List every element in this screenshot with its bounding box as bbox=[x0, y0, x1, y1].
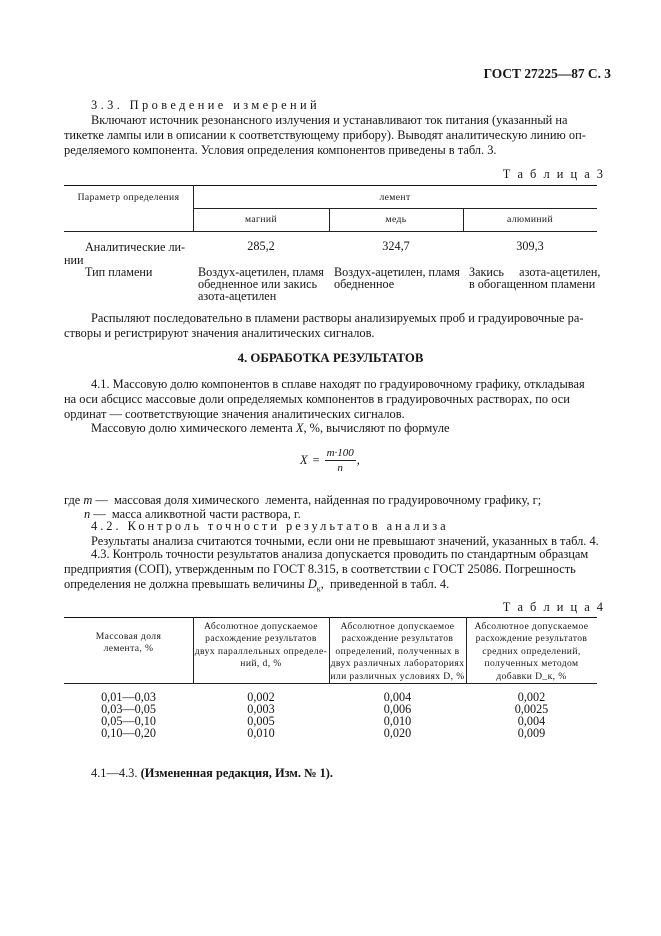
paragraph-line: предприятия (СОП), утвержденным по ГОСТ 8.315, в соответствии с ГОСТ 25086. Погрешность bbox=[64, 562, 576, 576]
table-cell: 0,003 bbox=[247, 702, 275, 716]
table-3-row-label: Аналитические ли- bbox=[85, 240, 186, 254]
text-segment: где bbox=[64, 493, 84, 507]
table-cell: 0,05—0,10 bbox=[101, 714, 156, 728]
table-3-cell: Воздух-ацетилен, пламя bbox=[198, 265, 324, 279]
table-3-element-header: лемент bbox=[379, 192, 411, 203]
table-3-cell: 309,3 bbox=[516, 239, 544, 253]
section-3-3-title: 3.3. Проведение измерений bbox=[91, 98, 321, 112]
text-segment: , %, вычисляют по формуле bbox=[303, 421, 450, 435]
table-3-cell: Закись азота-ацетилен, bbox=[469, 265, 601, 279]
table-3-cell: азота-ацетилен bbox=[198, 289, 277, 303]
header-line: полученных методом bbox=[484, 658, 579, 670]
table-4-col2-header bbox=[193, 621, 329, 671]
paragraph-line bbox=[64, 577, 449, 597]
section-4-2-title: 4.2. Контроль точности результатов анализа bbox=[91, 519, 449, 533]
table-cell: 0,03—0,05 bbox=[101, 702, 156, 716]
paragraph-line: Распыляют последовательно в пламени растворы анализируемых проб и градуировочные ра- bbox=[91, 311, 584, 325]
table-cell: 0,004 bbox=[383, 690, 412, 704]
variable-n: n bbox=[84, 507, 91, 521]
header-line: определений, полученных в bbox=[335, 645, 460, 657]
paragraph-line: створы и регистрируют значения аналитических сигналов. bbox=[64, 326, 375, 340]
table-3-cell: в обогащенном пламени bbox=[469, 277, 596, 291]
formula bbox=[300, 447, 360, 474]
formula-equals: = bbox=[312, 452, 320, 467]
formula-lhs: X bbox=[300, 452, 308, 467]
table-cell: 0,006 bbox=[383, 702, 412, 716]
header-line: расхождение результатов bbox=[475, 633, 588, 645]
header-line: средних определений, bbox=[482, 645, 581, 657]
formula-intro bbox=[91, 421, 450, 436]
text-segment: 4.1—4.3. bbox=[91, 766, 141, 780]
header-line: двух параллельных определе- bbox=[194, 645, 328, 657]
header-line: Абсолютное допускаемое bbox=[340, 621, 455, 632]
table-3-row-label: нии bbox=[64, 253, 84, 267]
table-4-col1-header bbox=[64, 631, 193, 656]
table-3-cell: 324,7 bbox=[382, 239, 410, 253]
table-3-col-header: магний bbox=[244, 214, 277, 225]
table-3-row-label: Тип пламени bbox=[85, 265, 153, 279]
subscript-k: к bbox=[316, 584, 321, 594]
paragraph-line: Включают источник резонансного излучения и устанавливают ток питания (указанный на bbox=[91, 113, 568, 127]
formula-denominator: n bbox=[337, 462, 343, 474]
table-3-col-header: алюминий bbox=[507, 214, 553, 225]
paragraph-line: на оси абсцисс массовые доли определяемых компонентов в градуировочных растворах, по оси bbox=[64, 392, 570, 406]
table-3-cell: Воздух-ацетилен, пламя bbox=[334, 265, 460, 279]
table-3-col-header: медь bbox=[385, 214, 407, 225]
table-4-col3-header bbox=[329, 621, 466, 683]
table-cell: 0,010 bbox=[383, 714, 412, 728]
header-line: расхождение результатов bbox=[205, 633, 317, 645]
table-cell: 0,002 bbox=[517, 690, 546, 704]
variable-m: m bbox=[83, 493, 93, 507]
table-3-cell: обедненное bbox=[334, 277, 395, 291]
header-line: Абсолютное допускаемое bbox=[474, 621, 589, 632]
table-cell: 0,01—0,03 bbox=[101, 690, 156, 704]
table-cell: 0,002 bbox=[247, 690, 275, 704]
amendment-bold: (Измененная редакция, Изм. № 1). bbox=[140, 766, 334, 780]
paragraph-line: ределяемого компонента. Условия определения компонентов приведены в табл. 3. bbox=[64, 143, 497, 157]
paragraph-line: тикетке лампы или в описании к соответствующему прибору). Выводят аналитическую линию оп- bbox=[64, 128, 586, 142]
paragraph-line: 4.3. Контроль точности результатов анализа допускается проводить по стандартным образцам bbox=[91, 547, 589, 561]
table-cell: 0,10—0,20 bbox=[101, 726, 156, 740]
text-segment: , приведенной в табл. 4. bbox=[320, 577, 450, 591]
formula-tail: , bbox=[356, 452, 360, 467]
table-3-param-header: Параметр определения bbox=[77, 192, 180, 203]
header-line: Массовая доля bbox=[95, 631, 162, 642]
page-reference: ГОСТ 27225—87 С. 3 bbox=[483, 66, 611, 81]
section-4-title: 4. ОБРАБОТКА РЕЗУЛЬТАТОВ bbox=[237, 351, 424, 365]
text-segment: определения не должна превышать величины bbox=[64, 577, 308, 591]
variable-d: D bbox=[307, 577, 317, 591]
paragraph-line: 4.1. Массовую долю компонентов в сплаве находят по градуировочному графику, откладывая bbox=[91, 377, 585, 391]
table-cell: 0,005 bbox=[247, 714, 275, 728]
amendment-note bbox=[91, 766, 333, 781]
table-4-caption: Т а б л и ц а 4 bbox=[502, 600, 605, 614]
header-line: лемента, % bbox=[103, 643, 154, 655]
header-line: или различных условиях D, % bbox=[330, 670, 465, 682]
table-3-caption: Т а б л и ц а 3 bbox=[502, 167, 605, 181]
paragraph-line: Результаты анализа считаются точными, если они не превышают значений, указанных в табл. 4. bbox=[91, 534, 599, 548]
header-line: двух различных лабораториях bbox=[330, 658, 465, 670]
header-line: расхождение результатов bbox=[341, 633, 454, 645]
table-cell: 0,009 bbox=[517, 726, 546, 740]
where-line bbox=[64, 493, 541, 508]
header-line: Абсолютное допускаемое bbox=[204, 621, 318, 632]
table-cell: 0,004 bbox=[517, 714, 546, 728]
table-4-col4-header bbox=[466, 621, 597, 683]
table-cell: 0,010 bbox=[247, 726, 275, 740]
text-segment: — масса аликвотной части раствора, г. bbox=[90, 507, 301, 521]
header-line: ний, d, % bbox=[240, 658, 282, 670]
table-3-cell: 285,2 bbox=[247, 239, 275, 253]
text-segment: Массовую долю химического лемента bbox=[91, 421, 296, 435]
paragraph-line: ординат — соответствующие значения аналитических сигналов. bbox=[64, 407, 405, 421]
text-segment: — массовая доля химического лемента, найденная по градуировочному графику, г; bbox=[92, 493, 542, 507]
formula-numerator: m·100 bbox=[326, 447, 354, 459]
table-cell: 0,0025 bbox=[514, 702, 549, 716]
formula-fraction bbox=[325, 447, 356, 474]
header-line: добавки D_к, % bbox=[496, 670, 567, 682]
variable-x: X bbox=[295, 421, 304, 435]
table-cell: 0,020 bbox=[383, 726, 412, 740]
table-3-cell: обедненное или закись bbox=[198, 277, 318, 291]
